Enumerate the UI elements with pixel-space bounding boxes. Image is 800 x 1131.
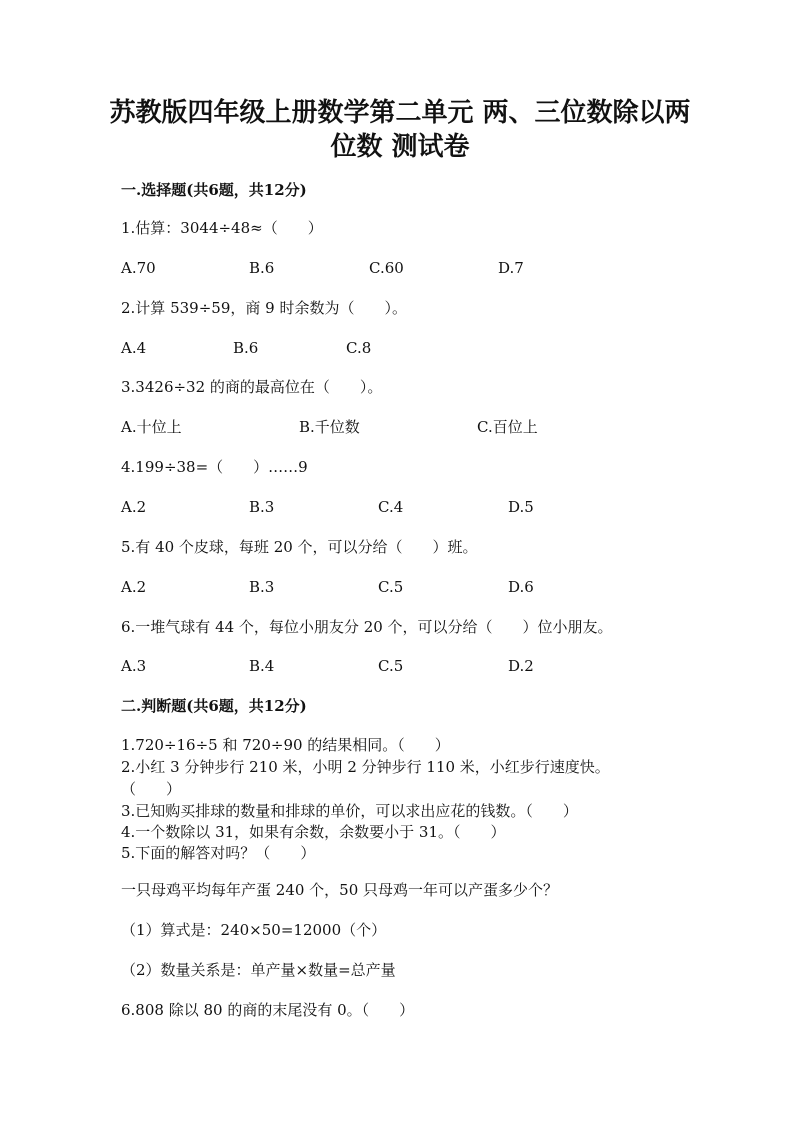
q2-option-a: A.4 bbox=[121, 339, 147, 357]
q6-option-c: C.5 bbox=[378, 657, 404, 675]
q4-option-c: C.4 bbox=[378, 498, 404, 516]
q5-option-a: A.2 bbox=[121, 578, 147, 596]
judge-item-2-bracket: （ ） bbox=[121, 780, 182, 798]
q3-option-b: B.千位数 bbox=[299, 418, 360, 436]
q3-option-c: C.百位上 bbox=[477, 418, 538, 436]
q2-option-c: C.8 bbox=[346, 339, 372, 357]
judge-step-2: （2）数量关系是：单产量×数量=总产量 bbox=[121, 961, 396, 979]
judge-item-3: 3.已知购买排球的数量和排球的单价，可以求出应花的钱数。（ ） bbox=[121, 802, 578, 820]
section-heading-judge: 二.判断题(共6题，共12分) bbox=[121, 697, 307, 715]
question-4: 4.199÷38=（ ）……9 bbox=[121, 458, 308, 476]
judge-item-2: 2.小红 3 分钟步行 210 米，小明 2 分钟步行 110 米，小红步行速度快。 bbox=[121, 758, 610, 776]
judge-item-6: 6.808 除以 80 的商的末尾没有 0。（ ） bbox=[121, 1001, 415, 1019]
judge-item-5: 5.下面的解答对吗？（ ） bbox=[121, 844, 316, 862]
q1-option-d: D.7 bbox=[498, 259, 524, 277]
section-heading-choice: 一.选择题(共6题，共12分) bbox=[121, 181, 307, 199]
q5-option-c: C.5 bbox=[378, 578, 404, 596]
q4-option-a: A.2 bbox=[121, 498, 147, 516]
judge-step-1: （1）算式是：240×50=12000（个） bbox=[121, 921, 387, 939]
q2-option-b: B.6 bbox=[233, 339, 259, 357]
question-6: 6.一堆气球有 44 个，每位小朋友分 20 个，可以分给（ ）位小朋友。 bbox=[121, 618, 613, 636]
q6-option-d: D.2 bbox=[508, 657, 534, 675]
q5-option-d: D.6 bbox=[508, 578, 534, 596]
q1-option-c: C.60 bbox=[369, 259, 404, 277]
judge-problem: 一只母鸡平均每年产蛋 240 个，50 只母鸡一年可以产蛋多少个？ bbox=[121, 881, 559, 899]
judge-item-1: 1.720÷16÷5 和 720÷90 的结果相同。（ ） bbox=[121, 736, 450, 754]
judge-item-4: 4.一个数除以 31，如果有余数，余数要小于 31。（ ） bbox=[121, 823, 506, 841]
title-line-1: 苏教版四年级上册数学第二单元 两、三位数除以两 bbox=[109, 98, 691, 128]
title-line-2: 位数 测试卷 bbox=[330, 132, 470, 162]
question-5: 5.有 40 个皮球，每班 20 个，可以分给（ ）班。 bbox=[121, 538, 478, 556]
q4-option-b: B.3 bbox=[249, 498, 275, 516]
question-2: 2.计算 539÷59，商 9 时余数为（ ）。 bbox=[121, 299, 407, 317]
question-1: 1.估算：3044÷48≈（ ） bbox=[121, 219, 323, 237]
q1-option-b: B.6 bbox=[249, 259, 275, 277]
question-3: 3.3426÷32 的商的最高位在（ ）。 bbox=[121, 378, 383, 396]
q3-option-a: A.十位上 bbox=[121, 418, 182, 436]
q1-option-a: A.70 bbox=[121, 259, 156, 277]
q5-option-b: B.3 bbox=[249, 578, 275, 596]
q4-option-d: D.5 bbox=[508, 498, 534, 516]
q6-option-a: A.3 bbox=[121, 657, 147, 675]
q6-option-b: B.4 bbox=[249, 657, 275, 675]
page-title bbox=[80, 96, 720, 164]
